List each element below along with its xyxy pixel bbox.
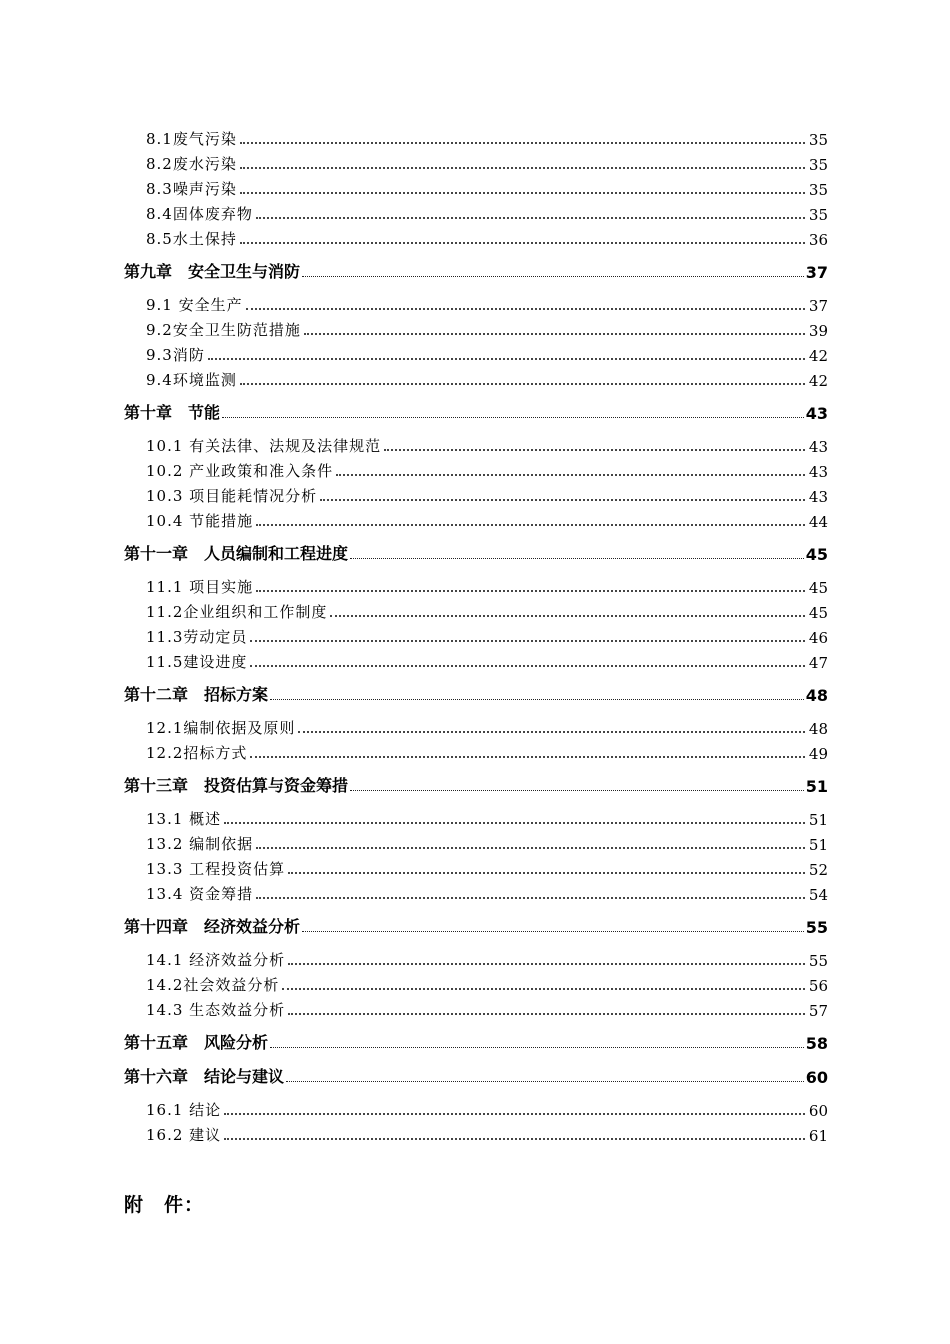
- toc-section-entry[interactable]: [124, 1095, 828, 1120]
- toc-entry-label: 第十章 节能: [124, 403, 221, 422]
- toc-section-entry[interactable]: [124, 572, 828, 597]
- toc-entry-label: 8.5水土保持: [146, 230, 237, 248]
- toc-section-entry[interactable]: [124, 199, 828, 224]
- toc-section-entry[interactable]: [124, 174, 828, 199]
- toc-entry-label: 8.2废水污染: [146, 155, 237, 173]
- dot-leader: [224, 1138, 805, 1140]
- dot-leader: [246, 308, 805, 310]
- dot-leader: [350, 558, 804, 559]
- toc-entry-page-number: 35: [808, 131, 828, 149]
- toc-entry-label: 第九章 安全卫生与消防: [124, 262, 301, 281]
- toc-section-entry[interactable]: [124, 431, 828, 456]
- toc-entry-page-number: 49: [808, 745, 828, 763]
- toc-section-entry[interactable]: [124, 945, 828, 970]
- toc-entry-label: 第十三章 投资估算与资金筹措: [124, 776, 349, 795]
- toc-section-entry[interactable]: [124, 224, 828, 249]
- toc-entry-label: 9.2安全卫生防范措施: [146, 321, 301, 339]
- toc-entry-page-number: 45: [805, 545, 828, 564]
- toc-chapter-entry[interactable]: [124, 679, 828, 705]
- table-of-contents: [124, 124, 828, 1145]
- dot-leader: [336, 474, 805, 476]
- toc-entry-label: 13.2 编制依据: [146, 835, 254, 853]
- toc-entry-page-number: 35: [808, 156, 828, 174]
- toc-entry-label: 11.2企业组织和工作制度: [146, 603, 328, 621]
- toc-entry-page-number: 47: [808, 654, 828, 672]
- toc-entry-page-number: 43: [805, 404, 828, 423]
- toc-entry-page-number: 54: [808, 886, 828, 904]
- toc-entry-label: 13.4 资金筹措: [146, 885, 254, 903]
- toc-entry-page-number: 60: [805, 1068, 828, 1087]
- toc-section-entry[interactable]: [124, 995, 828, 1020]
- toc-entry-page-number: 52: [808, 861, 828, 879]
- toc-entry-label: 11.1 项目实施: [146, 578, 254, 596]
- toc-entry-label: 第十二章 招标方案: [124, 685, 269, 704]
- toc-entry-page-number: 35: [808, 181, 828, 199]
- dot-leader: [240, 242, 805, 244]
- toc-chapter-entry[interactable]: [124, 397, 828, 423]
- toc-entry-page-number: 39: [808, 322, 828, 340]
- toc-section-entry[interactable]: [124, 738, 828, 763]
- toc-chapter-entry[interactable]: [124, 1061, 828, 1087]
- dot-leader: [282, 988, 805, 990]
- toc-entry-label: 16.2 建议: [146, 1126, 222, 1144]
- toc-section-entry[interactable]: [124, 456, 828, 481]
- dot-leader: [224, 822, 805, 824]
- toc-section-entry[interactable]: [124, 854, 828, 879]
- dot-leader: [224, 1113, 805, 1115]
- toc-entry-label: 11.3劳动定员: [146, 628, 248, 646]
- toc-entry-page-number: 51: [805, 777, 828, 796]
- toc-entry-label: 第十六章 结论与建议: [124, 1067, 285, 1086]
- toc-chapter-entry[interactable]: [124, 1027, 828, 1053]
- toc-entry-label: 10.4 节能措施: [146, 512, 254, 530]
- toc-section-entry[interactable]: [124, 647, 828, 672]
- dot-leader: [270, 699, 804, 700]
- toc-section-entry[interactable]: [124, 315, 828, 340]
- dot-leader: [350, 790, 804, 791]
- toc-entry-page-number: 43: [808, 438, 828, 456]
- dot-leader: [222, 417, 804, 418]
- toc-entry-page-number: 61: [808, 1127, 828, 1145]
- toc-chapter-entry[interactable]: [124, 770, 828, 796]
- toc-section-entry[interactable]: [124, 290, 828, 315]
- toc-entry-page-number: 46: [808, 629, 828, 647]
- toc-entry-page-number: 48: [805, 686, 828, 705]
- toc-entry-label: 9.1 安全生产: [146, 296, 243, 314]
- toc-chapter-entry[interactable]: [124, 538, 828, 564]
- toc-section-entry[interactable]: [124, 970, 828, 995]
- toc-entry-page-number: 56: [808, 977, 828, 995]
- dot-leader: [250, 665, 805, 667]
- toc-entry-page-number: 45: [808, 579, 828, 597]
- toc-entry-page-number: 36: [808, 231, 828, 249]
- dot-leader: [302, 276, 804, 277]
- toc-entry-label: 10.3 项目能耗情况分析: [146, 487, 318, 505]
- toc-entry-label: 9.4环境监测: [146, 371, 237, 389]
- toc-entry-page-number: 51: [808, 811, 828, 829]
- toc-entry-label: 13.3 工程投资估算: [146, 860, 286, 878]
- toc-entry-label: 10.2 产业政策和准入条件: [146, 462, 334, 480]
- toc-entry-label: 8.1废气污染: [146, 130, 237, 148]
- toc-section-entry[interactable]: [124, 1120, 828, 1145]
- dot-leader: [286, 1081, 804, 1082]
- toc-entry-label: 第十五章 风险分析: [124, 1033, 269, 1052]
- toc-entry-label: 11.5建设进度: [146, 653, 248, 671]
- toc-entry-page-number: 42: [808, 347, 828, 365]
- toc-entry-page-number: 57: [808, 1002, 828, 1020]
- dot-leader: [384, 449, 805, 451]
- toc-entry-label: 9.3消防: [146, 346, 205, 364]
- toc-section-entry[interactable]: [124, 829, 828, 854]
- dot-leader: [256, 847, 805, 849]
- toc-entry-page-number: 55: [805, 918, 828, 937]
- dot-leader: [208, 358, 805, 360]
- dot-leader: [256, 897, 805, 899]
- dot-leader: [256, 590, 805, 592]
- toc-section-entry[interactable]: [124, 481, 828, 506]
- toc-section-entry[interactable]: [124, 804, 828, 829]
- dot-leader: [330, 615, 805, 617]
- dot-leader: [288, 872, 805, 874]
- toc-section-entry[interactable]: [124, 149, 828, 174]
- dot-leader: [302, 931, 804, 932]
- toc-entry-label: 12.1编制依据及原则: [146, 719, 296, 737]
- toc-entry-label: 14.2社会效益分析: [146, 976, 280, 994]
- dot-leader: [288, 1013, 805, 1015]
- toc-entry-label: 14.3 生态效益分析: [146, 1001, 286, 1019]
- toc-section-entry[interactable]: [124, 124, 828, 149]
- dot-leader: [304, 333, 805, 335]
- dot-leader: [240, 192, 805, 194]
- toc-entry-page-number: 60: [808, 1102, 828, 1120]
- toc-entry-label: 13.1 概述: [146, 810, 222, 828]
- toc-section-entry[interactable]: [124, 597, 828, 622]
- toc-entry-page-number: 51: [808, 836, 828, 854]
- toc-entry-label: 16.1 结论: [146, 1101, 222, 1119]
- dot-leader: [270, 1047, 804, 1048]
- toc-chapter-entry[interactable]: [124, 256, 828, 282]
- dot-leader: [320, 499, 805, 501]
- toc-entry-page-number: 48: [808, 720, 828, 738]
- dot-leader: [250, 640, 805, 642]
- toc-entry-page-number: 55: [808, 952, 828, 970]
- toc-entry-label: 10.1 有关法律、法规及法律规范: [146, 437, 382, 455]
- dot-leader: [288, 963, 805, 965]
- toc-section-entry[interactable]: [124, 365, 828, 390]
- dot-leader: [298, 731, 805, 733]
- toc-entry-label: 第十一章 人员编制和工程进度: [124, 544, 349, 563]
- toc-section-entry[interactable]: [124, 506, 828, 531]
- toc-entry-label: 14.1 经济效益分析: [146, 951, 286, 969]
- toc-entry-page-number: 37: [808, 297, 828, 315]
- toc-entry-page-number: 43: [808, 463, 828, 481]
- dot-leader: [240, 167, 805, 169]
- toc-entry-page-number: 37: [805, 263, 828, 282]
- toc-entry-page-number: 44: [808, 513, 828, 531]
- dot-leader: [256, 217, 805, 219]
- toc-chapter-entry[interactable]: [124, 911, 828, 937]
- toc-entry-page-number: 45: [808, 604, 828, 622]
- toc-entry-page-number: 42: [808, 372, 828, 390]
- appendix-heading: 附 件：: [124, 1194, 205, 1216]
- toc-section-entry[interactable]: [124, 622, 828, 647]
- dot-leader: [240, 383, 805, 385]
- dot-leader: [256, 524, 805, 526]
- dot-leader: [240, 142, 805, 144]
- toc-section-entry[interactable]: [124, 340, 828, 365]
- toc-entry-page-number: 35: [808, 206, 828, 224]
- dot-leader: [250, 756, 805, 758]
- toc-section-entry[interactable]: [124, 713, 828, 738]
- toc-entry-label: 12.2招标方式: [146, 744, 248, 762]
- toc-section-entry[interactable]: [124, 879, 828, 904]
- toc-entry-label: 8.4固体废弃物: [146, 205, 253, 223]
- toc-entry-label: 8.3噪声污染: [146, 180, 237, 198]
- toc-entry-page-number: 58: [805, 1034, 828, 1053]
- toc-entry-page-number: 43: [808, 488, 828, 506]
- toc-entry-label: 第十四章 经济效益分析: [124, 917, 301, 936]
